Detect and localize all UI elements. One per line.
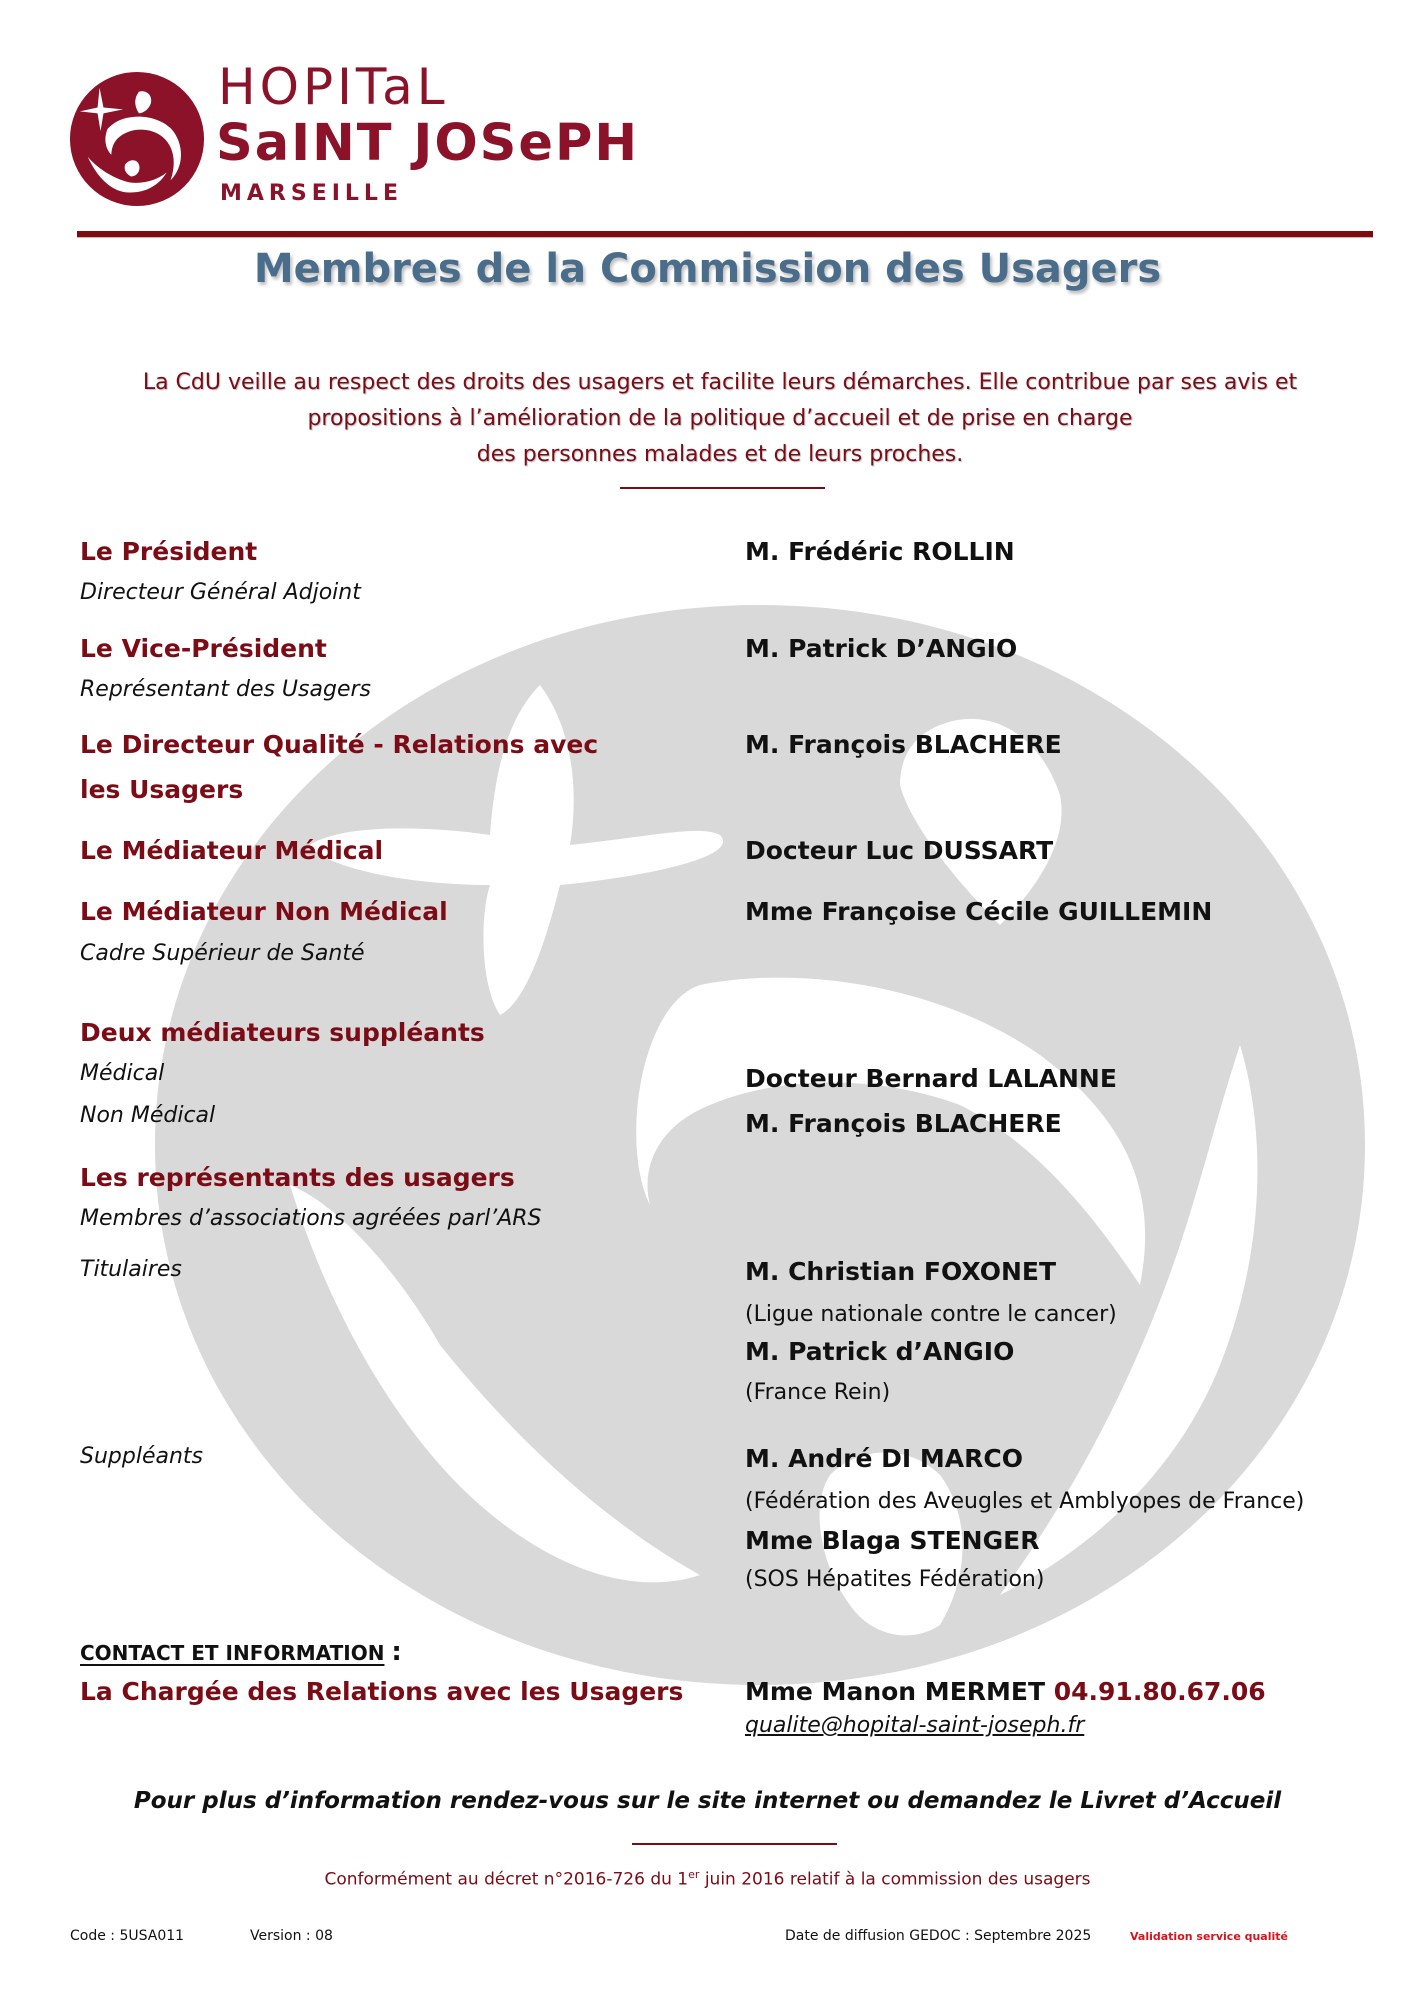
decree-text-before: Conformément au décret n°2016-726 du 1 [324,1869,689,1890]
role-user-representatives: Les représentants des usagers [80,1163,515,1192]
name-non-medical-mediator: Mme Françoise Cécile GUILLEMIN [745,897,1213,926]
contact-name: Mme Manon MERMET [745,1677,1046,1706]
name-titulaire-2: M. Patrick d’ANGIO [745,1337,1015,1366]
intro-line-2: propositions à l’amélioration de la politique d’accueil et de prise en charge [307,406,1133,431]
contact-email-link[interactable]: qualite@hopital-saint-joseph.fr [745,1713,1085,1738]
association-titulaire-1: (Ligue nationale contre le cancer) [745,1302,1117,1327]
association-suppleant-1: (Fédération des Aveugles et Amblyopes de France) [745,1489,1305,1514]
logo-text-saint-joseph: SaINT JOSePH [216,114,640,173]
name-substitute-medical: Docteur Bernard LALANNE [745,1064,1117,1093]
logo-text-city: MARSEILLE [220,181,403,206]
page-title: Membres de la Commission des Usagers [253,246,1162,292]
footer-code: Code : 5USA011 [70,1928,185,1944]
decree-superscript: er [688,1868,700,1881]
more-info-text: Pour plus d’information rendez-vous sur le site internet ou demandez le Livret d’Accueil [133,1788,1282,1814]
association-titulaire-2: (France Rein) [745,1380,891,1405]
subtitle-non-medical-mediator: Cadre Supérieur de Santé [80,941,365,966]
name-president: M. Frédéric ROLLIN [745,537,1015,566]
logo-text-hopital: HOPITaL [218,58,449,116]
intro-line-1: La CdU veille au respect des droits des usagers et facilite leurs démarches. Elle contribue par ses avis et [142,370,1298,395]
name-suppleant-2: Mme Blaga STENGER [745,1526,1040,1555]
label-substitute-non-medical: Non Médical [80,1103,216,1128]
footer-validation: Validation service qualité [1130,1930,1288,1943]
role-medical-mediator: Le Médiateur Médical [80,836,384,865]
association-suppleant-2: (SOS Hépatites Fédération) [745,1567,1045,1592]
contact-line [745,1677,1266,1707]
label-suppleants: Suppléants [80,1444,203,1469]
subtitle-user-representatives: Membres d’associations agréées parl’ARS [80,1206,542,1231]
name-substitute-non-medical: M. François BLACHERE [745,1109,1062,1138]
contact-phone[interactable]: 04.91.80.67.06 [1053,1677,1266,1706]
contact-heading [80,1637,402,1667]
footer-date: Date de diffusion GEDOC : Septembre 2025 [785,1928,1092,1944]
contact-heading-colon: : [391,1637,402,1667]
name-quality-director: M. François BLACHERE [745,730,1062,759]
label-substitute-medical: Médical [80,1061,165,1086]
intro-line-3: des personnes malades et de leurs proches. [476,442,964,467]
role-non-medical-mediator: Le Médiateur Non Médical [80,897,448,926]
name-titulaire-1: M. Christian FOXONET [745,1257,1057,1286]
name-vice-president: M. Patrick D’ANGIO [745,634,1018,663]
decree-notice [0,1868,1415,1890]
role-substitute-mediators: Deux médiateurs suppléants [80,1018,485,1047]
intro-paragraph [80,365,1360,473]
role-vice-president: Le Vice-Président [80,634,327,663]
more-info-divider [632,1843,837,1845]
subtitle-president: Directeur Général Adjoint [80,580,361,605]
decree-text-after: juin 2016 relatif à la commission des usagers [699,1869,1091,1890]
header-divider [77,231,1373,237]
name-medical-mediator: Docteur Luc DUSSART [745,836,1054,865]
intro-divider [620,487,825,489]
role-quality-director-line2: les Usagers [80,775,244,804]
role-president: Le Président [80,537,258,566]
contact-heading-text: CONTACT ET INFORMATION [80,1641,385,1665]
role-quality-director-line1: Le Directeur Qualité - Relations avec [80,730,599,759]
hospital-logo-icon [68,70,206,208]
subtitle-vice-president: Représentant des Usagers [80,677,371,702]
footer-version: Version : 08 [250,1928,333,1944]
name-suppleant-1: M. André DI MARCO [745,1444,1023,1473]
label-titulaires: Titulaires [80,1257,182,1282]
role-contact: La Chargée des Relations avec les Usagers [80,1677,684,1706]
